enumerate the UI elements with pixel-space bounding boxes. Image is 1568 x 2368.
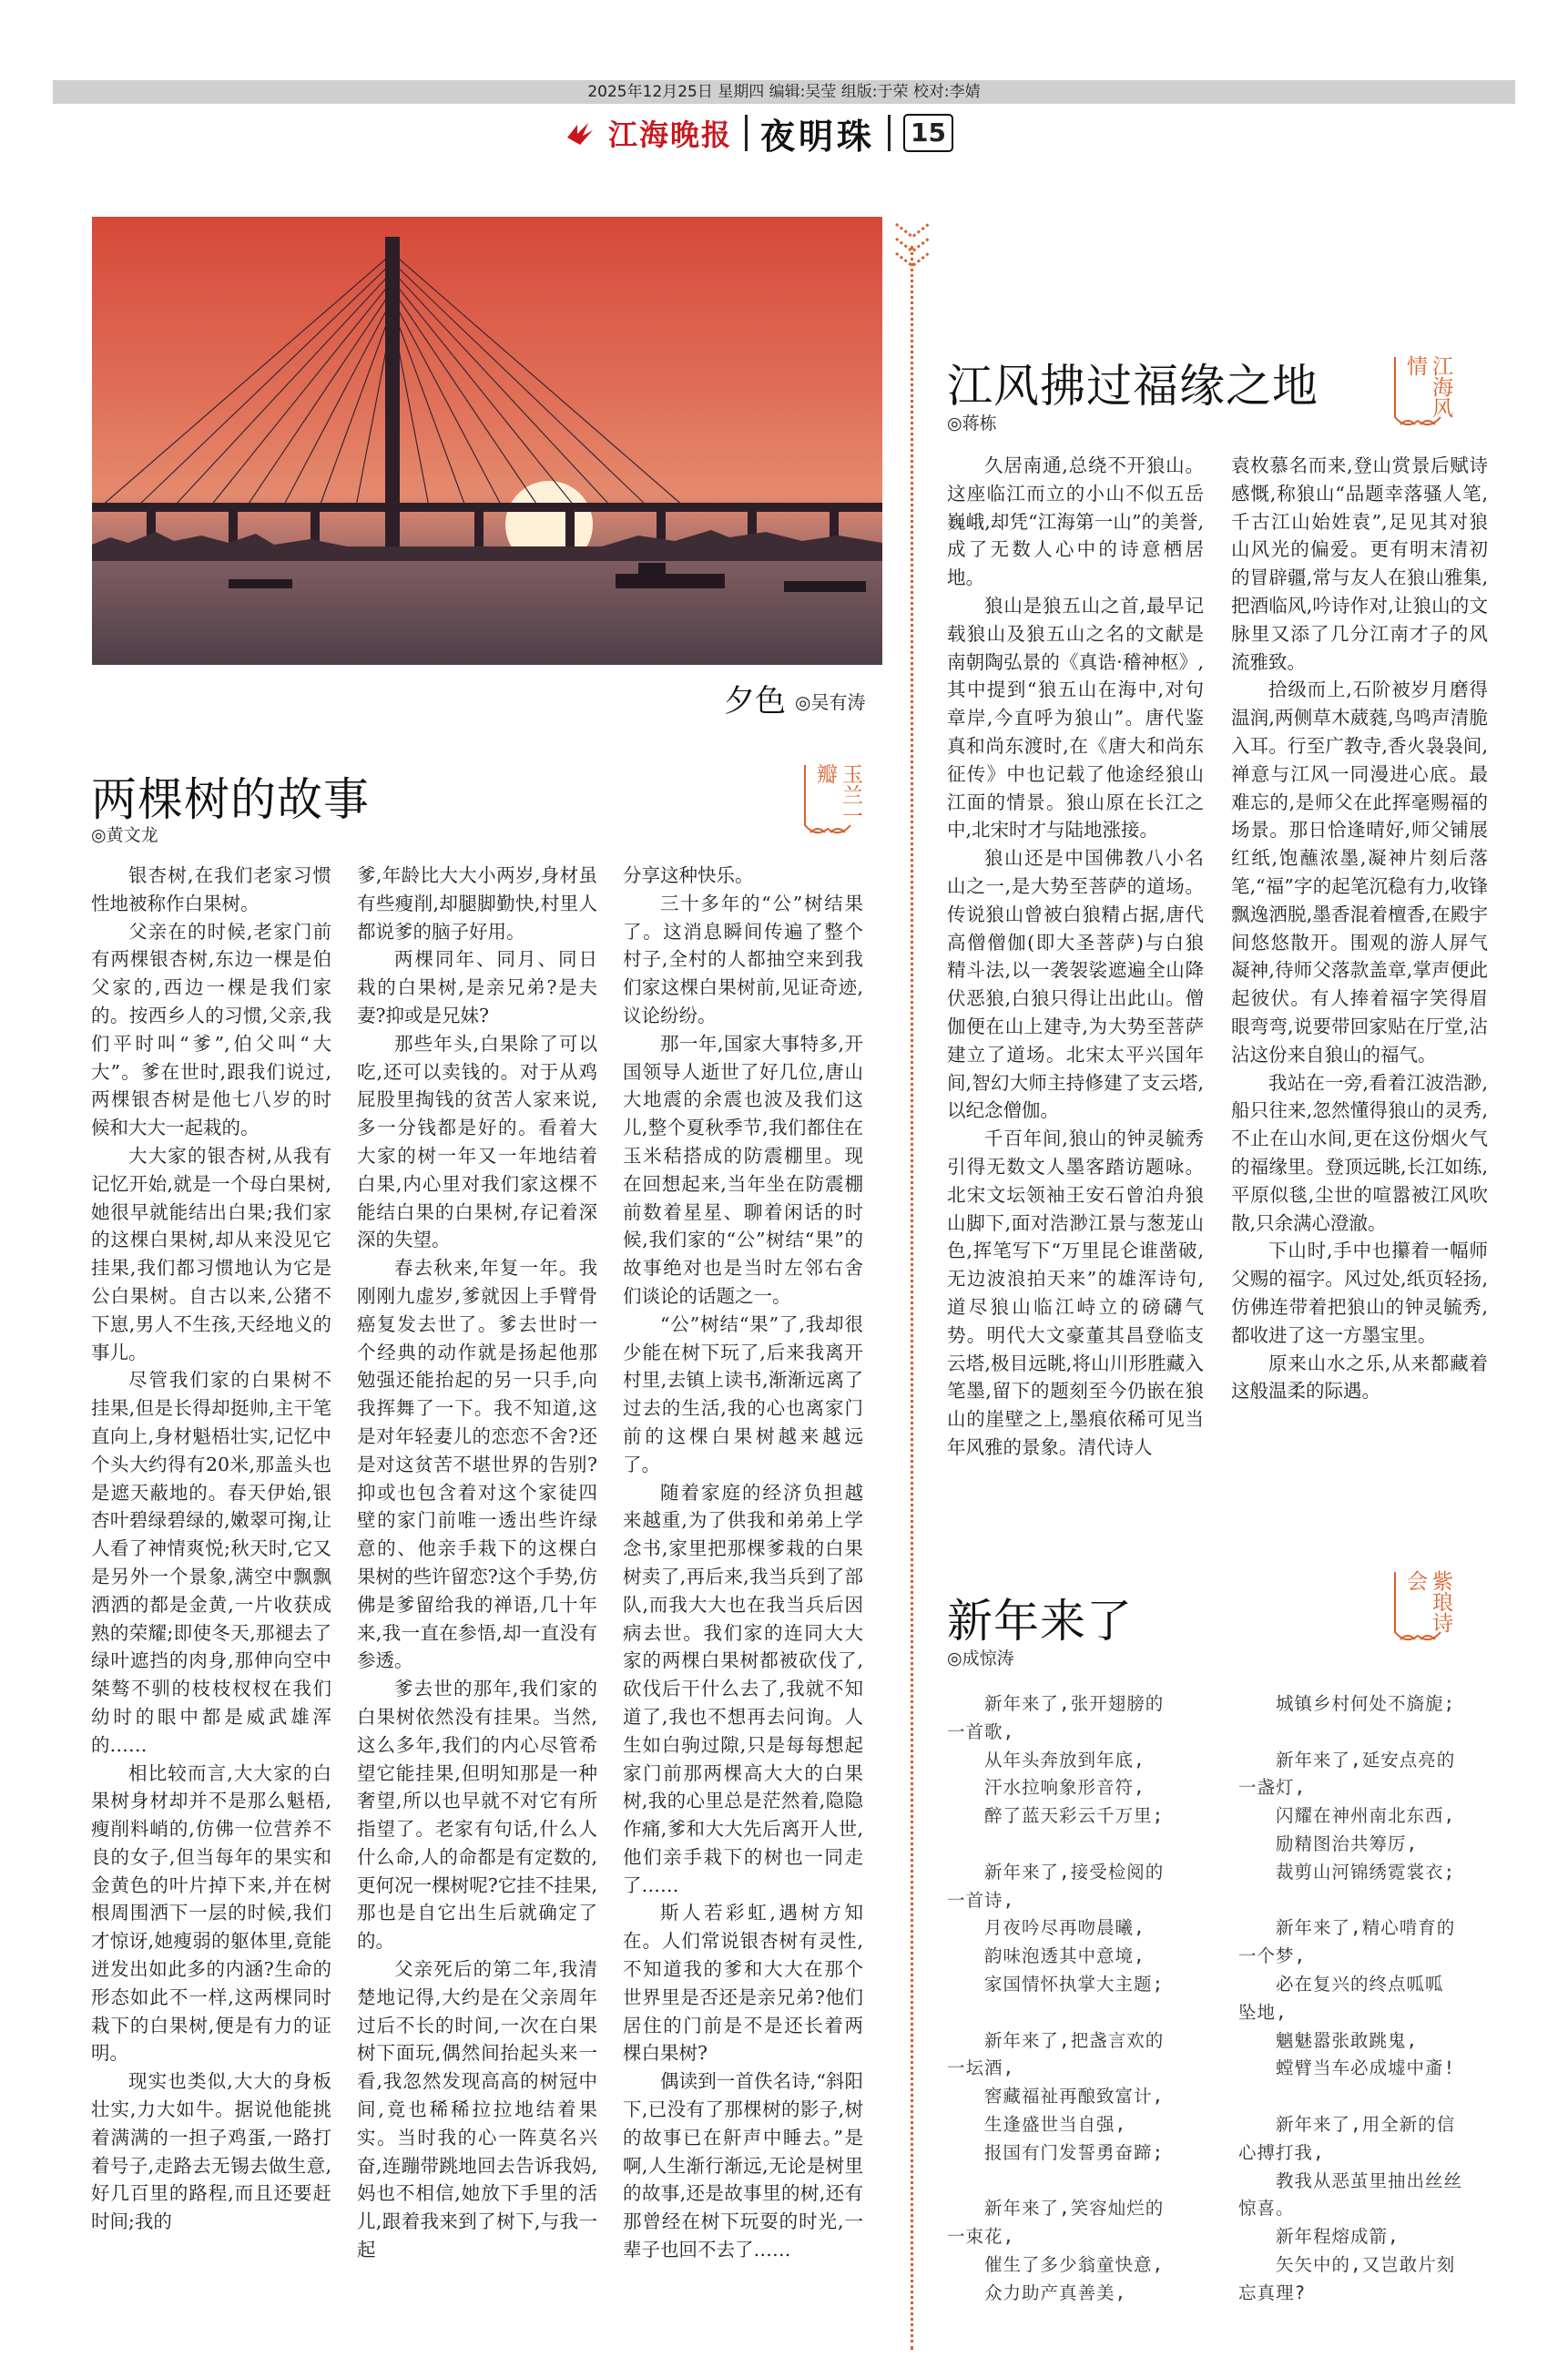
article-column (947, 452, 1204, 1462)
poem-line: 魑魅嚣张敢跳鬼, (1238, 2029, 1419, 2051)
poem-line: 矢矢中的,又岂敢片刻 (1238, 2253, 1456, 2275)
poem-line (947, 1831, 1211, 1859)
poem-line: 生逢盛世当自强, (947, 2113, 1127, 2135)
paragraph: 我站在一旁,看着江波浩渺,船只往来,忽然懂得狼山的灵秀,不止在山水间,更在这份烟火气的福缘里。登顶远眺,长江如练,平原似毯,尘世的喧嚣被江风吹散,只余满心澄澈。 (1231, 1071, 1488, 1234)
article-author: ◎黄文龙 (91, 825, 158, 845)
article-column (357, 862, 597, 2264)
column-divider (911, 246, 913, 2350)
poem-line: 励精图治共筹厉, (1238, 1832, 1419, 1854)
paragraph: 爹去世的那年,我们家的白果树依然没有挂果。当然,这么多年,我们的内心尽管希望它能挂果,但明知那是一种奢望,所以也早就不对它有所指望了。老家有句话,什么人什么命,人的命都是有定数的,更何况一棵树呢?它挂不挂果,那也是自它出生后就确定了的。 (357, 1678, 597, 1953)
poem-line: 众力助产真善美, (947, 2281, 1127, 2303)
column-tag (798, 761, 862, 842)
poem-line: 必在复兴的终点呱呱 (1238, 1973, 1444, 1995)
article-title: 江风拂过福缘之地 (947, 360, 1319, 413)
paragraph: 下山时,手中也攥着一幅师父赐的福字。风过处,纸页轻扬,仿佛连带着把狼山的钟灵毓秀,都收进了这一方墨宝里。 (1231, 1240, 1488, 1346)
paragraph: 大大家的银杏树,从我有记忆开始,就是一个母白果树,她很早就能结出白果;我们家的这棵白果树,却从来没见它挂果,我们都习惯地认为它是公白果树。自古以来,公猪不下崽,男人不生孩,天经地义的事儿。 (91, 1144, 331, 1363)
article-column (91, 862, 331, 2236)
poem-line: 闪耀在神州南北东西, (1238, 1805, 1456, 1827)
article-author: ◎蒋栋 (947, 413, 997, 434)
article-title: 两棵树的故事 (91, 773, 370, 826)
sunset-bridge-photo (92, 217, 882, 665)
poem-line: 家国情怀执掌大主题; (947, 1973, 1165, 1995)
poem-column (1238, 1690, 1502, 2308)
paragraph: 狼山还是中国佛教八小名山之一,是大势至菩萨的道场。传说狼山曾被白狼精占据,唐代高僧僧伽(即大圣菩萨)与白狼精斗法,以一袭袈裟遮遍全山降伏恶狼,白狼只得让出此山。僧伽便在山上建寺,为大势至菩萨建立了道场。北宋太平兴国年间,智幻大师主持修建了支云塔,以纪念僧伽。 (947, 847, 1204, 1122)
poem-line: 韵味泡透其中意境, (947, 1945, 1145, 1967)
paragraph: 袁枚慕名而来,登山赏景后赋诗感慨,称狼山“品题幸落骚人笔,千古江山始姓袁”,足见其对狼山风光的偏爱。更有明末清初的冒辟疆,常与友人在狼山雅集,把酒临风,吟诗作对,让狼山的文脉里又添了几分江南才子的风流雅致。 (1231, 454, 1488, 673)
article-author: ◎成惊涛 (947, 1648, 1014, 1669)
poem-line: 新年程熔成箭, (1238, 2226, 1400, 2248)
poem-line: 裁剪山河锦绣霓裳衣; (1238, 1861, 1456, 1883)
poem-line (947, 1999, 1211, 2027)
poem-line: 一坛酒, (947, 2057, 1015, 2079)
poem-line: 惊喜。 (1238, 2198, 1295, 2220)
poem-line: 月夜吟尽再吻晨曦, (947, 1917, 1145, 1939)
paragraph: 那一年,国家大事特多,开国领导人逝世了好几位,唐山大地震的余震也波及我们这儿,整个夏秋季节,我们都住在玉米秸搭成的防震棚里。现在回想起来,当年坐在防震棚前数着星星、聊着闲话的时候,我们家的“公”树结“果”的故事绝对也是当时左邻右舍们谈论的话题之一。 (623, 1032, 863, 1307)
paragraph: 尽管我们家的白果树不挂果,但是长得却挺帅,主干笔直向上,身材魁梧壮实,记忆中个头大约得有20米,那盖头也是遮天蔽地的。春天伊始,银杏叶碧绿碧绿的,嫩翠可掬,让人看了神情爽悦;秋天时,它又是另外一个景象,满空中飘飘洒洒的都是金黄,一片收获成熟的荣耀;即使冬天,那褪去了绿叶遮挡的肉身,那伸向空中桀骜不驯的枝枝杈杈在我们幼时的眼中都是威武雄浑的…… (91, 1369, 331, 1756)
poem-line: 新年来了,笑容灿烂的 (947, 2198, 1165, 2220)
paragraph: 原来山水之乐,从来都藏着这般温柔的际遇。 (1231, 1352, 1488, 1403)
paragraph: 父亲在的时候,老家门前有两棵银杏树,东边一棵是伯父家的,西边一棵是我们家的。按西乡人的习惯,父亲,我们平时叫“爹”,伯父叫“大大”。爹在世时,跟我们说过,两棵银杏树是他七八岁的时候和大大一起栽的。 (91, 920, 331, 1139)
paragraph: 春去秋来,年复一年。我刚刚九虚岁,爹就因上手臂骨癌复发去世了。爹去世时一个经典的动作就是扬起他那勉强还能抬起的另一只手,向我挥舞了一下。我不知道,这是对年轻妻儿的恋恋不舍?还是对这贫苦不堪世界的告别?抑或也包含着对这个家徒四壁的家门前唯一透出些许绿意的、他亲手栽下的这棵白果树的些许留恋?这个手势,仿佛是爹留给我的禅语,几十年来,我一直在参悟,却一直没有参透。 (357, 1257, 597, 1672)
poem-line: 坠地, (1238, 2001, 1288, 2023)
poem-line: 一首歌, (947, 1720, 1015, 1742)
paragraph: 随着家庭的经济负担越来越重,为了供我和弟弟上学念书,家里把那棵爹栽的白果树卖了,再后来,我当兵到了部队,而我大大也在我当兵后因病去世。我们家的连同大大家的两棵白果树都被砍伐了,砍伐后干什么去了,我就不知道了,我也不想再去问询。人生如白驹过隙,只是每每想起家门前那两棵高大大的白果树,我的心里总是茫然着,隐隐作痛,爹和大大先后离开人世,他们亲手栽下的树也一同走了…… (623, 1481, 863, 1896)
poem-line: 新年来了,延安点亮的 (1238, 1749, 1456, 1771)
article-column (1231, 452, 1488, 1405)
poem-line: 教我从恶茧里抽出丝丝 (1238, 2169, 1463, 2191)
masthead-divider (745, 115, 748, 151)
poem-line: 报国有门发誓勇奋蹄; (947, 2141, 1165, 2163)
article-column (623, 862, 863, 2264)
paragraph: “公”树结“果”了,我却很少能在树下玩了,后来我离开村里,去镇上读书,渐渐远离了过去的生活,我的心也离家门前的这棵白果树越来越远了。 (623, 1312, 863, 1475)
poem-line: 新年来了,张开翅膀的 (947, 1693, 1165, 1714)
paragraph: 久居南通,总绕不开狼山。这座临江而立的小山不似五岳巍峨,却凭“江海第一山”的美誉,成了无数人心中的诗意栖居地。 (947, 454, 1204, 589)
poem-line (1238, 2083, 1502, 2111)
section-name: 夜明珠 (760, 115, 876, 157)
column-tag (1388, 353, 1452, 434)
poem-line: 城镇乡村何处不旖旎; (1238, 1693, 1456, 1714)
column-tag-text: 江海风情 (1403, 355, 1452, 418)
poem-line: 从年头奔放到年底, (947, 1749, 1145, 1771)
paragraph: 狼山是狼五山之首,最早记载狼山及狼五山之名的文献是南朝陶弘景的《真诰·稽神枢》,其中提到“狼五山在海中,对句章岸,今直呼为狼山”。唐代鉴真和尚东渡时,在《唐大和尚东征传》中也记载了他途经狼山江面的情景。狼山原在长江之中,北宋时才与陆地涨接。 (947, 594, 1204, 842)
photo-title: 夕色 (724, 683, 786, 720)
poem-line: 新年来了,把盏言欢的 (947, 2029, 1165, 2051)
photo-author: ◎吴有涛 (795, 691, 866, 713)
column-tag (1388, 1568, 1452, 1648)
poem-line: 新年来了,用全新的信 (1238, 2113, 1456, 2135)
paragraph: 相比较而言,大大家的白果树身材却并不是那么魁梧,瘦削料峭的,仿佛一位营养不良的女子,但当每年的果实和金黄色的叶片掉下来,并在树根周围洒下一层的时候,我们才惊讶,她瘦弱的躯体里,竟能迸发出如此多的内涵?生命的形态如此不一样,这两棵同时栽下的白果树,便是有力的证明。 (91, 1761, 331, 2065)
paragraph: 分享这种快乐。 (623, 864, 754, 886)
paragraph: 那些年头,白果除了可以吃,还可以卖钱的。对于从鸡屁股里掏钱的贫苦人家来说,多一分钱都是好的。看着大大家的树一年又一年地结着白果,内心里对我们家这棵不能结白果的白果树,存记着深深的失望。 (357, 1032, 597, 1251)
paragraph: 偶读到一首佚名诗,“斜阳下,已没有了那棵树的影子,树的故事已在鼾声中睡去。”是啊,人生渐行渐远,无论是树里的故事,还是故事里的树,还有那曾经在树下玩耍的时光,一辈子也回不去了…… (623, 2070, 863, 2261)
paragraph: 拾级而上,石阶被岁月磨得温润,两侧草木葳蕤,鸟鸣声清脆入耳。行至广教寺,香火袅袅间,禅意与江风一同漫进心底。最难忘的,是师父在此挥毫赐福的场景。那日恰逢晴好,师父铺展红纸,饱蘸浓墨,凝神片刻后落笔,“福”字的起笔沉稳有力,收锋飘逸洒脱,墨香混着檀香,在殿宇间悠悠散开。围观的游人屏气凝神,待师父落款盖章,掌声便此起彼伏。有人捧着福字笑得眉眼弯弯,说要带回家贴在厅堂,沾沾这份来自狼山的福气。 (1231, 679, 1488, 1066)
poem-line: 一盏灯, (1238, 1777, 1307, 1799)
paragraph: 斯人若彩虹,遇树方知在。人们常说银杏树有灵性,不知道我的爹和大大在那个世界里是否还是亲兄弟?他们居住的门前是不是还长着两棵白果树? (623, 1902, 863, 2065)
poem-line: 汗水拉响象形音符, (947, 1777, 1145, 1799)
poem-line: 新年来了,接受检阅的 (947, 1861, 1165, 1883)
poem-column (947, 1690, 1211, 2308)
masthead-divider (888, 115, 891, 151)
poem-line: 忘真理? (1238, 2281, 1307, 2303)
paragraph: 现实也类似,大大的身板壮实,力大如牛。据说他能挑着满满的一担子鸡蛋,一路打着号子,走路去无锡去做生意,好几百里的路程,而且还要赶时间;我的 (91, 2070, 331, 2233)
poem-line: 心搏打我, (1238, 2141, 1325, 2163)
poem-line: 螳臂当车必成墟中齑! (1238, 2057, 1456, 2079)
poem-line: 窖藏福祉再酿致富计, (947, 2086, 1165, 2108)
paragraph: 爹,年龄比大大小两岁,身材虽有些瘦削,却腿脚勤快,村里人都说爹的脑子好用。 (357, 864, 597, 943)
poem-line: 一个梦, (1238, 1945, 1307, 1967)
paragraph: 三十多年的“公”树结果了。这消息瞬间传遍了整个村子,全村的人都抽空来到我们家这棵白果树前,见证奇迹,议论纷纷。 (623, 892, 863, 1026)
paragraph: 千百年间,狼山的钟灵毓秀引得无数文人墨客踏访题咏。北宋文坛领袖王安石曾泊舟狼山脚下,面对浩渺江景与葱茏山色,挥笔写下“万里昆仑谁凿破,无边波浪拍天来”的雄浑诗句,道尽狼山临江峙立的磅礴气势。明代大文豪董其昌登临支云塔,极目远眺,将山川形胜藏入笔墨,留下的题刻至今仍嵌在狼山的崖壁之上,墨痕依稀可见当年风雅的景象。清代诗人 (947, 1128, 1204, 1458)
poem-line (1238, 1887, 1502, 1915)
poem-line (947, 2168, 1211, 2196)
paragraph: 银杏树,在我们老家习惯性地被称作白果树。 (91, 864, 331, 914)
poem-line (1238, 1719, 1502, 1747)
header-info-bar: 2025年12月25日 星期四 编辑:吴莹 组版:于荣 校对:李婧 (53, 80, 1515, 104)
paragraph: 父亲死后的第二年,我清楚地记得,大约是在父亲周年过后不长的时间,一次在白果树下面玩,偶然间抬起头来一看,我忽然发现高高的树冠中间,竟也稀稀拉拉地结着果实。当时我的心一阵莫名兴奋,连蹦带跳地回去告诉我妈,妈也不相信,她放下手里的活儿,跟着我来到了树下,与我一起 (357, 1958, 597, 2261)
paragraph: 两棵同年、同月、同日栽的白果树,是亲兄弟?是夫妻?抑或是兄妹? (357, 948, 597, 1026)
newspaper-name: 江海晚报 (608, 117, 733, 152)
column-tag-text: 玉兰一瓣 (813, 763, 862, 826)
poem-line: 一首诗, (947, 1889, 1015, 1911)
poem-line: 醉了蓝天彩云千万里; (947, 1805, 1165, 1827)
poem-line: 催生了多少翁童快意, (947, 2253, 1165, 2275)
poem-line: 一束花, (947, 2226, 1015, 2248)
masthead (565, 111, 953, 155)
page-number: 15 (903, 114, 953, 152)
poem-line: 新年来了,精心啃育的 (1238, 1917, 1456, 1939)
newspaper-logo-icon (565, 117, 596, 148)
column-tag-text: 紫琅诗会 (1403, 1570, 1452, 1633)
article-title: 新年来了 (947, 1595, 1133, 1648)
